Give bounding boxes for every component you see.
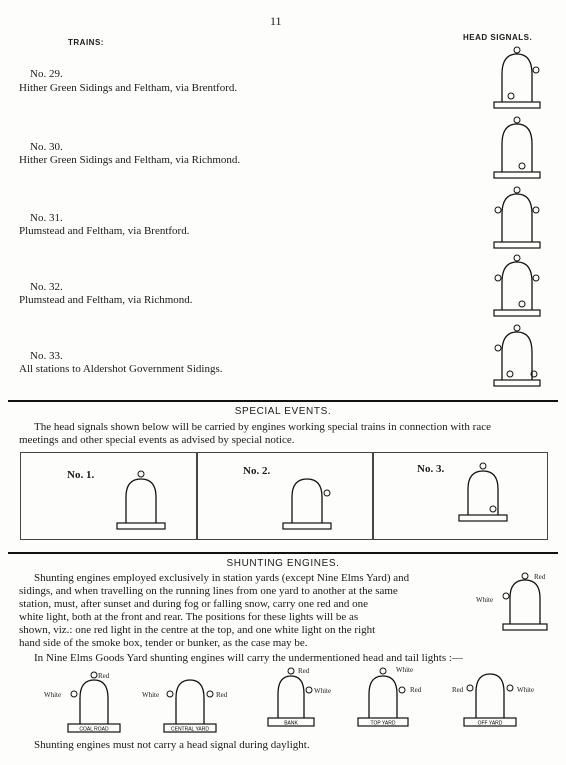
train-number: No. 31. — [30, 212, 63, 224]
head-signal-diagram — [488, 184, 546, 250]
shunting-text-line: station, must, after sunset and during fog or falling snow, carry one red and one — [19, 598, 369, 610]
special-event-label: No. 2. — [243, 465, 271, 477]
yard-plate: COAL ROAD — [79, 726, 109, 733]
head-signal-diagram — [111, 467, 171, 531]
train-route: Hither Green Sidings and Feltham, via Brentford. — [19, 82, 238, 94]
head-signal-diagram — [488, 114, 546, 180]
light-label: Red — [216, 691, 228, 699]
shunting-signal-diagram — [356, 664, 410, 732]
light-label-red: Red — [534, 573, 546, 581]
shunting-text-line: sidings, and when travelling on the running lines from one yard to another at the same — [19, 585, 398, 597]
train-route: Hither Green Sidings and Feltham, via Richmond. — [19, 154, 241, 166]
yard-plate: BANK — [284, 720, 298, 727]
special-events-text-line: The head signals shown below will be carried by engines working special trains in connection with race — [34, 421, 491, 433]
special-events-title: SPECIAL EVENTS. — [234, 406, 332, 417]
shunting-signal-diagram — [66, 668, 122, 736]
yard-plate: TOP YARD — [370, 720, 396, 727]
yard-plate: OFF YARD — [477, 720, 503, 727]
train-route: Plumstead and Feltham, via Brentford. — [19, 225, 190, 237]
train-number: No. 33. — [30, 350, 63, 362]
special-event-box — [196, 452, 374, 540]
train-number: No. 29. — [30, 68, 63, 80]
special-event-label: No. 1. — [67, 469, 95, 481]
head-signal-diagram — [453, 459, 513, 523]
final-note: Shunting engines must not carry a head signal during daylight. — [34, 739, 310, 751]
head-signal-diagram — [488, 322, 546, 388]
light-label: Red — [452, 686, 464, 694]
train-route: Plumstead and Feltham, via Richmond. — [19, 294, 193, 306]
light-label: White — [517, 686, 535, 694]
page-number: 11 — [270, 14, 282, 28]
nine-elms-text: In Nine Elms Goods Yard shunting engines will carry the undermentioned head and tail lights :— — [34, 652, 463, 664]
trains-header: TRAINS: — [68, 38, 104, 47]
shunting-signal-diagram — [162, 668, 218, 736]
shunting-engines-title: SHUNTING ENGINES. — [226, 558, 340, 569]
shunting-text-line: Shunting engines employed exclusively in station yards (except Nine Elms Yard) and — [34, 572, 410, 584]
train-number: No. 30. — [30, 141, 63, 153]
special-event-label: No. 3. — [417, 463, 445, 475]
section-divider — [8, 552, 558, 554]
light-label: Red — [410, 686, 422, 694]
light-label: White — [44, 691, 62, 699]
light-label: Red — [298, 667, 310, 675]
head-signal-diagram — [488, 44, 546, 110]
light-label: White — [314, 687, 332, 695]
train-route: All stations to Aldershot Government Sidings. — [19, 363, 223, 375]
shunting-text-line: shown, viz.: one red light in the centre at the top, and one white light on the right — [19, 624, 376, 636]
head-signal-diagram — [277, 467, 337, 531]
special-events-text-line: meetings and other special events as advised by special notice. — [19, 434, 295, 446]
train-number: No. 32. — [30, 281, 63, 293]
shunting-text-line: white light, both at the front and rear. The positions for these lights will be as — [19, 611, 359, 623]
shunting-signal-diagram — [500, 570, 550, 632]
special-event-box — [20, 452, 198, 540]
yard-plate: CENTRAL YARD — [171, 726, 209, 733]
light-label: White — [396, 666, 414, 674]
light-label: Red — [98, 672, 110, 680]
shunting-signal-diagram — [266, 664, 316, 732]
shunting-signal-diagram — [462, 662, 518, 730]
section-divider — [8, 400, 558, 402]
special-event-box — [372, 452, 548, 540]
head-signals-header: HEAD SIGNALS. — [463, 33, 533, 42]
shunting-text-line: hand side of the smoke box, tender or bunker, as the case may be. — [19, 637, 308, 649]
light-label: White — [142, 691, 160, 699]
head-signal-diagram — [488, 252, 546, 318]
light-label-white: White — [476, 596, 494, 604]
